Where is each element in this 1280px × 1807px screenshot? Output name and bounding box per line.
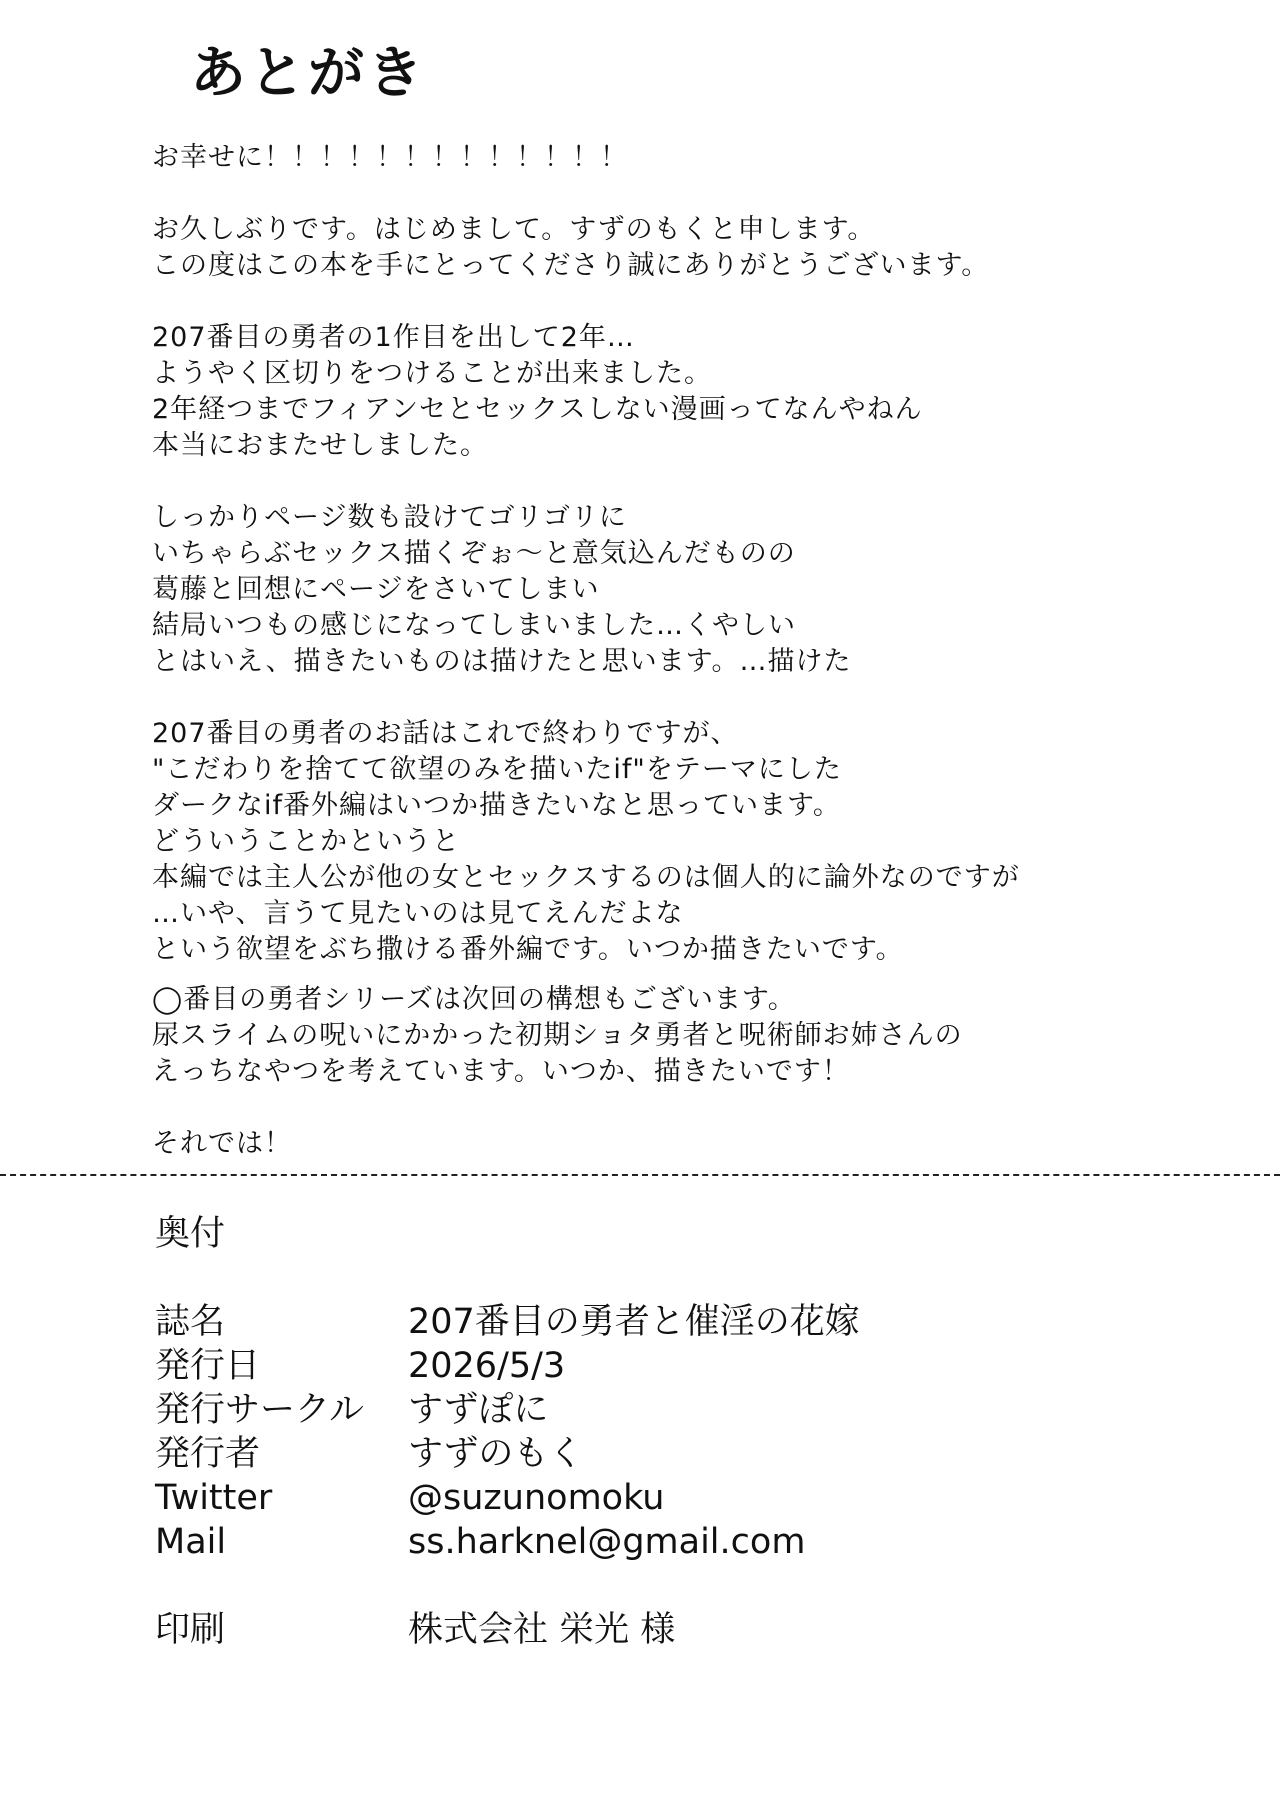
afterword-line: 結局いつもの感じになってしまいました…くやしい [152,610,796,641]
afterword-line: 尿スライムの呪いにかかった初期ショタ勇者と呪術師お姉さんの [152,1020,963,1051]
colophon-value: すずのもく [408,1434,584,1474]
afterword-line: ダークなif番外編はいつか描きたいなと思っています。 [152,790,841,821]
colophon-row-circle [155,1388,1255,1432]
colophon-value: 207番目の勇者と催淫の花嫁 [408,1302,860,1342]
afterword-line: 207番目の勇者の1作目を出して2年… [152,322,635,353]
colophon-label: 印刷 [155,1610,226,1650]
colophon-value: ss.harknel@gmail.com [408,1522,806,1562]
afterword-line: お久しぶりです。はじめまして。すずのもくと申します。 [152,214,876,245]
afterword-line: 本当におまたせしました。 [152,430,488,461]
afterword-paragraph [152,716,1252,968]
dashed-divider [0,1174,1280,1176]
afterword-paragraph [152,212,1252,284]
afterword-line: いちゃらぶセックス描くぞぉ～と意気込んだものの [152,538,796,569]
afterword-line: それでは！ [152,1128,292,1159]
colophon-value: 株式会社 栄光 様 [408,1610,676,1650]
colophon-row-twitter [155,1476,1255,1520]
afterword-paragraph [152,982,1252,1090]
colophon-label: 発行者 [155,1434,261,1474]
afterword-line: 葛藤と回想にページをさいてしまい [152,574,600,605]
colophon [155,1212,1255,1652]
colophon-label: 発行サークル [155,1390,364,1430]
afterword-line: "こだわりを捨てて欲望のみを描いたif"をテーマにした [152,754,842,785]
page-title: あとがき [190,41,426,106]
colophon-row-publisher [155,1432,1255,1476]
colophon-value: すずぽに [408,1390,549,1430]
colophon-value: @suzunomoku [408,1478,665,1518]
afterword-line: ようやく区切りをつけることが出来ました。 [152,358,712,389]
colophon-label: 発行日 [155,1346,261,1386]
afterword-paragraph [152,320,1252,464]
afterword-line: この度はこの本を手にとってくださり誠にありがとうございます。 [152,250,990,281]
afterword-line: ◯番目の勇者シリーズは次回の構想もございます。 [152,984,796,1015]
afterword-line: 207番目の勇者のお話はこれで終わりですが、 [152,718,739,749]
afterword-line: どういうことかというと [152,826,460,857]
afterword-paragraph [152,1126,1252,1162]
afterword-body [152,140,1252,1198]
afterword-line: …いや、言うて見たいのは見てえんだよな [152,898,684,929]
afterword-line: えっちなやつを考えています。いつか、描きたいです！ [152,1056,850,1087]
colophon-label: 誌名 [155,1302,226,1342]
colophon-label: Mail [155,1522,227,1562]
afterword-line: という欲望をぶち撒ける番外編です。いつか描きたいです。 [152,934,904,965]
colophon-row-mail [155,1520,1255,1564]
colophon-row-printer [155,1608,1255,1652]
afterword-line: しっかりページ数も設けてゴリゴリに [152,502,627,533]
afterword-paragraph [152,140,1252,176]
afterword-line: 2年経つまでフィアンセとセックスしない漫画ってなんやねん [152,394,923,425]
colophon-value: 2026/5/3 [408,1346,566,1386]
afterword-line: とはいえ、描きたいものは描けたと思います。…描けた [152,646,852,677]
afterword-line: お幸せに！！！！！！！！！！！！！ [152,142,628,173]
afterword-line: 本編では主人公が他の女とセックスするのは個人的に論外なのですが [152,862,1020,893]
colophon-row-date [155,1344,1255,1388]
afterword-paragraph [152,500,1252,680]
colophon-label: Twitter [155,1478,273,1518]
colophon-heading: 奥付 [155,1214,226,1254]
colophon-row-title [155,1300,1255,1344]
